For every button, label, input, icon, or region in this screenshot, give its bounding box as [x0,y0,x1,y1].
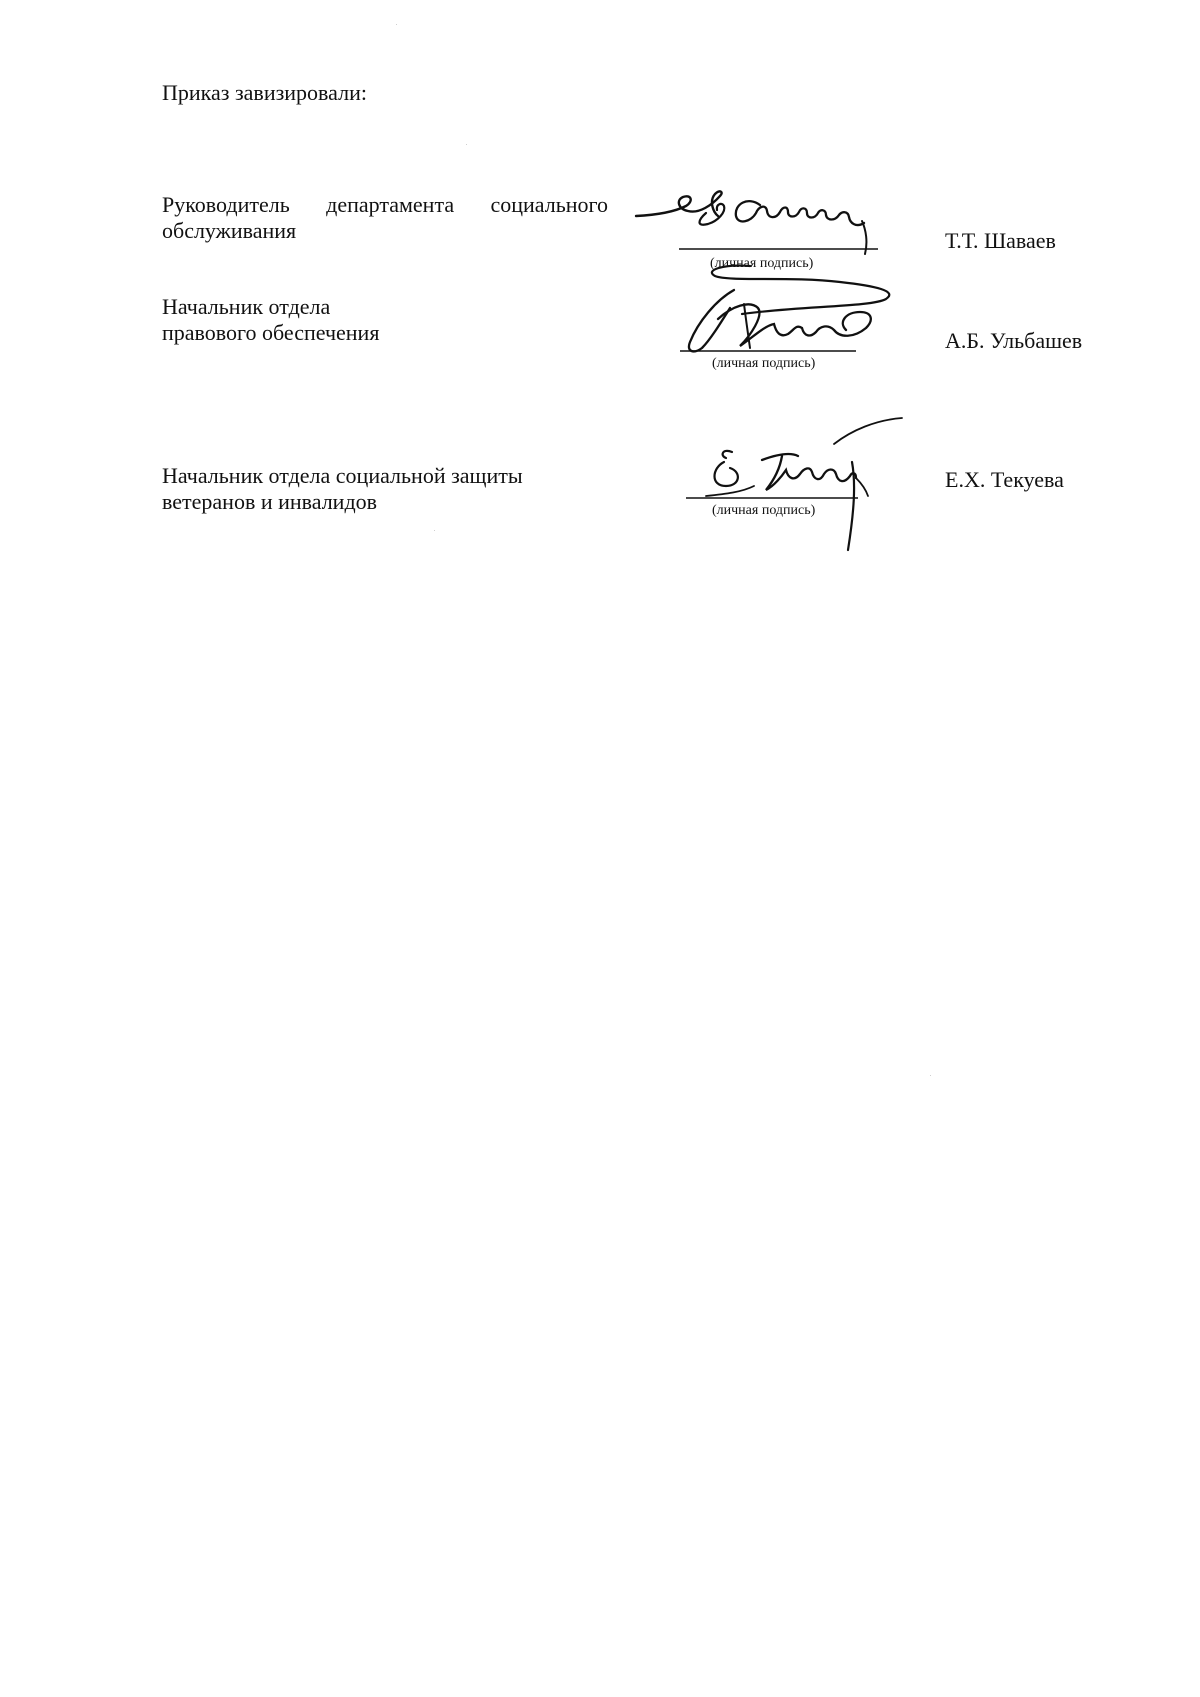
signatory-3-signature [686,412,906,557]
signatory-1-signature [636,182,881,272]
scan-speck [466,144,467,145]
signatory-1-name: Т.Т. Шаваев [945,228,1056,253]
signatory-2-position-line-1: Начальник отдела [162,294,331,319]
scan-speck [930,1075,931,1076]
signatory-2-position-line-2: правового обеспечения [162,320,380,345]
signatory-3-position-line-2: ветеранов и инвалидов [162,489,378,514]
signatory-3-position-line-1: Начальник отдела социальной защиты [162,463,523,488]
signatory-1-position-line-2: обслуживания [162,218,297,243]
signatory-2-signature [680,264,900,374]
signatory-2-name: А.Б. Ульбашев [945,328,1083,353]
approval-heading: Приказ завизировали: [162,80,367,105]
signatory-3-position [162,463,523,515]
signatory-2-signature-caption: (личная подпись) [712,356,816,371]
signatory-3-signature-caption: (личная подпись) [712,503,816,518]
signatory-1-position [162,192,608,244]
signatory-2-position [162,294,379,346]
scan-speck [434,530,435,531]
signatory-1-position-line-1: Руководитель департамента социального [162,192,608,217]
scan-speck [396,24,397,25]
signatory-1-signature-caption: (личная подпись) [710,256,814,271]
signatory-3-name: Е.Х. Текуева [945,467,1064,492]
signatory-3-signature-scribble [686,412,906,557]
